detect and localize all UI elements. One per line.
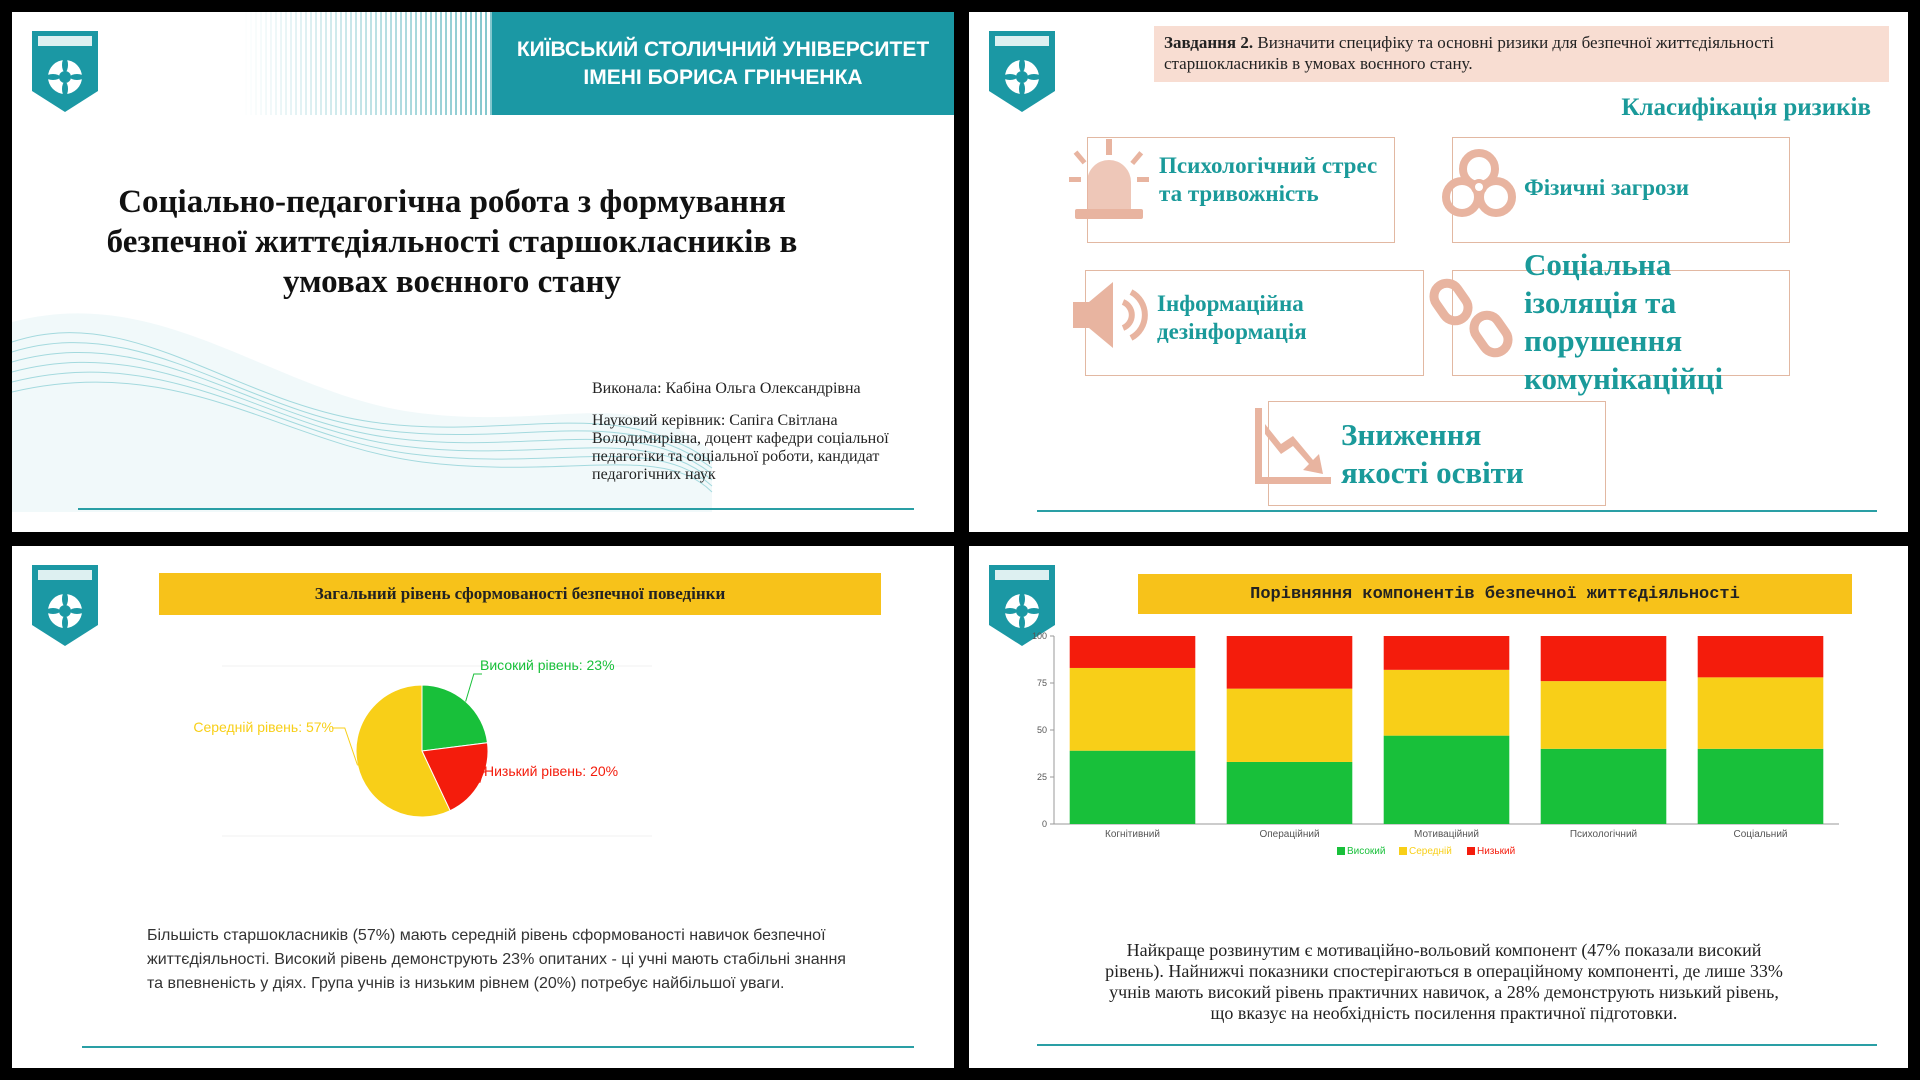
risk-line: та тривожність	[1159, 181, 1319, 206]
legend-swatch	[1337, 847, 1345, 855]
slide-pie-chart[interactable]	[12, 546, 954, 1068]
bottom-divider	[1037, 510, 1877, 512]
declining-chart-icon	[1251, 404, 1335, 488]
bar-segment-Середній	[1384, 670, 1510, 736]
bar-segment-Середній	[1070, 668, 1196, 751]
x-category-label: Мотиваційний	[1414, 829, 1479, 840]
paragraph-line: Найкраще розвинутим є мотиваційно-вольовий компонент (47% показали високий	[1126, 940, 1762, 960]
slide4-title: Порівняння компонентів безпечної життєдіяльності	[1138, 574, 1852, 614]
bar-segment-Низький	[1070, 636, 1196, 668]
y-tick-label: 100	[1031, 631, 1047, 641]
university-logo-icon	[987, 29, 1057, 114]
title-line-3: умовах воєнного стану	[283, 264, 621, 300]
risk-line: комунікаційці	[1524, 361, 1724, 396]
slide3-paragraph	[147, 924, 907, 996]
bar-segment-Високий	[1698, 749, 1824, 824]
risk-text-physical	[1524, 174, 1689, 202]
broken-chain-icon	[1432, 276, 1514, 362]
title-line-1: Соціально-педагогічна робота з формування	[118, 184, 786, 220]
y-tick-label: 25	[1036, 772, 1047, 782]
paragraph-line: учнів мають високий рівень практичних навичок, а 28% демонструють низький рівень,	[1109, 982, 1779, 1002]
y-tick-label: 50	[1036, 725, 1047, 735]
slide-risk-classification[interactable]	[969, 12, 1908, 532]
university-name-line2: ІМЕНІ БОРИСА ГРІНЧЕНКА	[583, 65, 863, 89]
bar-segment-Високий	[1541, 749, 1667, 824]
bar-segment-Високий	[1070, 751, 1196, 824]
risk-text-psychological	[1159, 152, 1377, 208]
supervisor-text	[592, 412, 932, 484]
author-text: Виконала: Кабіна Ольга Олександрівна	[592, 380, 861, 397]
university-logo-icon	[30, 563, 100, 648]
risk-line: порушення	[1524, 323, 1683, 358]
pie-leader-line	[332, 728, 358, 765]
paragraph-line: що вказує на необхідність посилення практичної підготовки.	[1210, 1003, 1678, 1023]
legend-label: Середній	[1409, 846, 1452, 857]
paragraph-line: життєдіяльності. Високий рівень демонструють 23% опитаних - ці учні мають стабільні знання	[147, 951, 846, 968]
legend-swatch	[1467, 847, 1475, 855]
supervisor-line-2: Володимирівна, доцент кафедри соціальної	[592, 430, 889, 447]
legend-label: Високий	[1347, 846, 1386, 857]
university-logo-icon	[30, 29, 100, 114]
risk-line: Соціальна	[1524, 247, 1672, 282]
biohazard-icon	[1434, 137, 1524, 227]
supervisor-line-3: педагогіки та соціальної роботи, кандидат	[592, 448, 880, 465]
slide3-title: Загальний рівень сформованості безпечної поведінки	[159, 573, 881, 615]
classification-title: Класифікація ризиків	[1621, 94, 1871, 121]
x-category-label: Операційний	[1259, 829, 1320, 840]
task-box	[1154, 26, 1889, 82]
supervisor-line-4: педагогічних наук	[592, 466, 716, 483]
y-tick-label: 75	[1036, 678, 1047, 688]
bar-segment-Середній	[1227, 689, 1353, 762]
risk-text-social	[1524, 246, 1723, 398]
header-stripes-decoration	[242, 12, 492, 115]
slide-title[interactable]	[12, 12, 954, 532]
speaker-icon	[1069, 274, 1151, 356]
legend-swatch	[1399, 847, 1407, 855]
pie-slice-label: Низький рівень: 20%	[484, 763, 619, 779]
paragraph-line: Більшість старшокласників (57%) мають середній рівень сформованості навичок безпечної	[147, 927, 826, 944]
bar-segment-Низький	[1541, 636, 1667, 681]
paragraph-line: та впевненість у діях. Група учнів із низьким рівнем (20%) потребує найбільшої уваги.	[147, 975, 785, 992]
bottom-divider	[82, 1046, 914, 1048]
slide-bar-chart[interactable]	[969, 546, 1908, 1068]
slide4-paragraph	[1064, 940, 1824, 1024]
bar-segment-Середній	[1541, 681, 1667, 749]
supervisor-line-1: Науковий керівник: Сапіга Світлана	[592, 412, 838, 429]
legend-label: Низький	[1477, 846, 1516, 857]
title-line-2: безпечної життєдіяльності старшокласників в	[106, 224, 798, 260]
risk-line: Фізичні загрози	[1524, 175, 1689, 200]
risk-line: Зниження	[1341, 417, 1482, 452]
pie-slice-label: Середній рівень: 57%	[193, 719, 334, 735]
pie-chart	[193, 646, 812, 846]
paragraph-line: рівень). Найнижчі показники спостерігаються в операційному компоненті, де лише 33%	[1105, 961, 1783, 981]
bottom-divider	[78, 508, 914, 510]
risk-text-education	[1341, 416, 1524, 492]
stacked-bar-chart	[1019, 626, 1859, 926]
x-category-label: Психологічний	[1569, 829, 1638, 840]
risk-line: якості освіти	[1341, 455, 1524, 490]
pie-slice-label: Високий рівень: 23%	[480, 657, 615, 673]
task-text: Визначити специфіку та основні ризики для безпечної життєдіяльності старшокласників в умовах воєнного стану.	[1164, 33, 1774, 73]
task-label: Завдання 2.	[1164, 33, 1254, 52]
risk-line: ізоляція та	[1524, 285, 1677, 320]
risk-line: Психологічний стрес	[1159, 153, 1378, 178]
bar-segment-Високий	[1384, 736, 1510, 824]
university-banner	[492, 12, 954, 115]
risk-text-information	[1157, 290, 1307, 346]
bar-segment-Низький	[1384, 636, 1510, 670]
risk-line: дезінформація	[1157, 319, 1307, 344]
x-category-label: Когнітивний	[1105, 829, 1160, 840]
university-name-line1: КИЇВСЬКИЙ СТОЛИЧНИЙ УНІВЕРСИТЕТ	[516, 37, 930, 61]
pie-leader-line	[466, 674, 482, 701]
alarm-light-icon	[1069, 137, 1149, 227]
bottom-divider	[1037, 1044, 1877, 1046]
bar-segment-Високий	[1227, 762, 1353, 824]
bar-segment-Низький	[1698, 636, 1824, 677]
presentation-title	[82, 182, 822, 302]
y-tick-label: 0	[1041, 819, 1047, 829]
risk-line: Інформаційна	[1157, 291, 1304, 316]
bar-segment-Середній	[1698, 677, 1824, 748]
bar-segment-Низький	[1227, 636, 1353, 689]
x-category-label: Соціальний	[1733, 829, 1788, 840]
pie-slice	[422, 685, 487, 751]
